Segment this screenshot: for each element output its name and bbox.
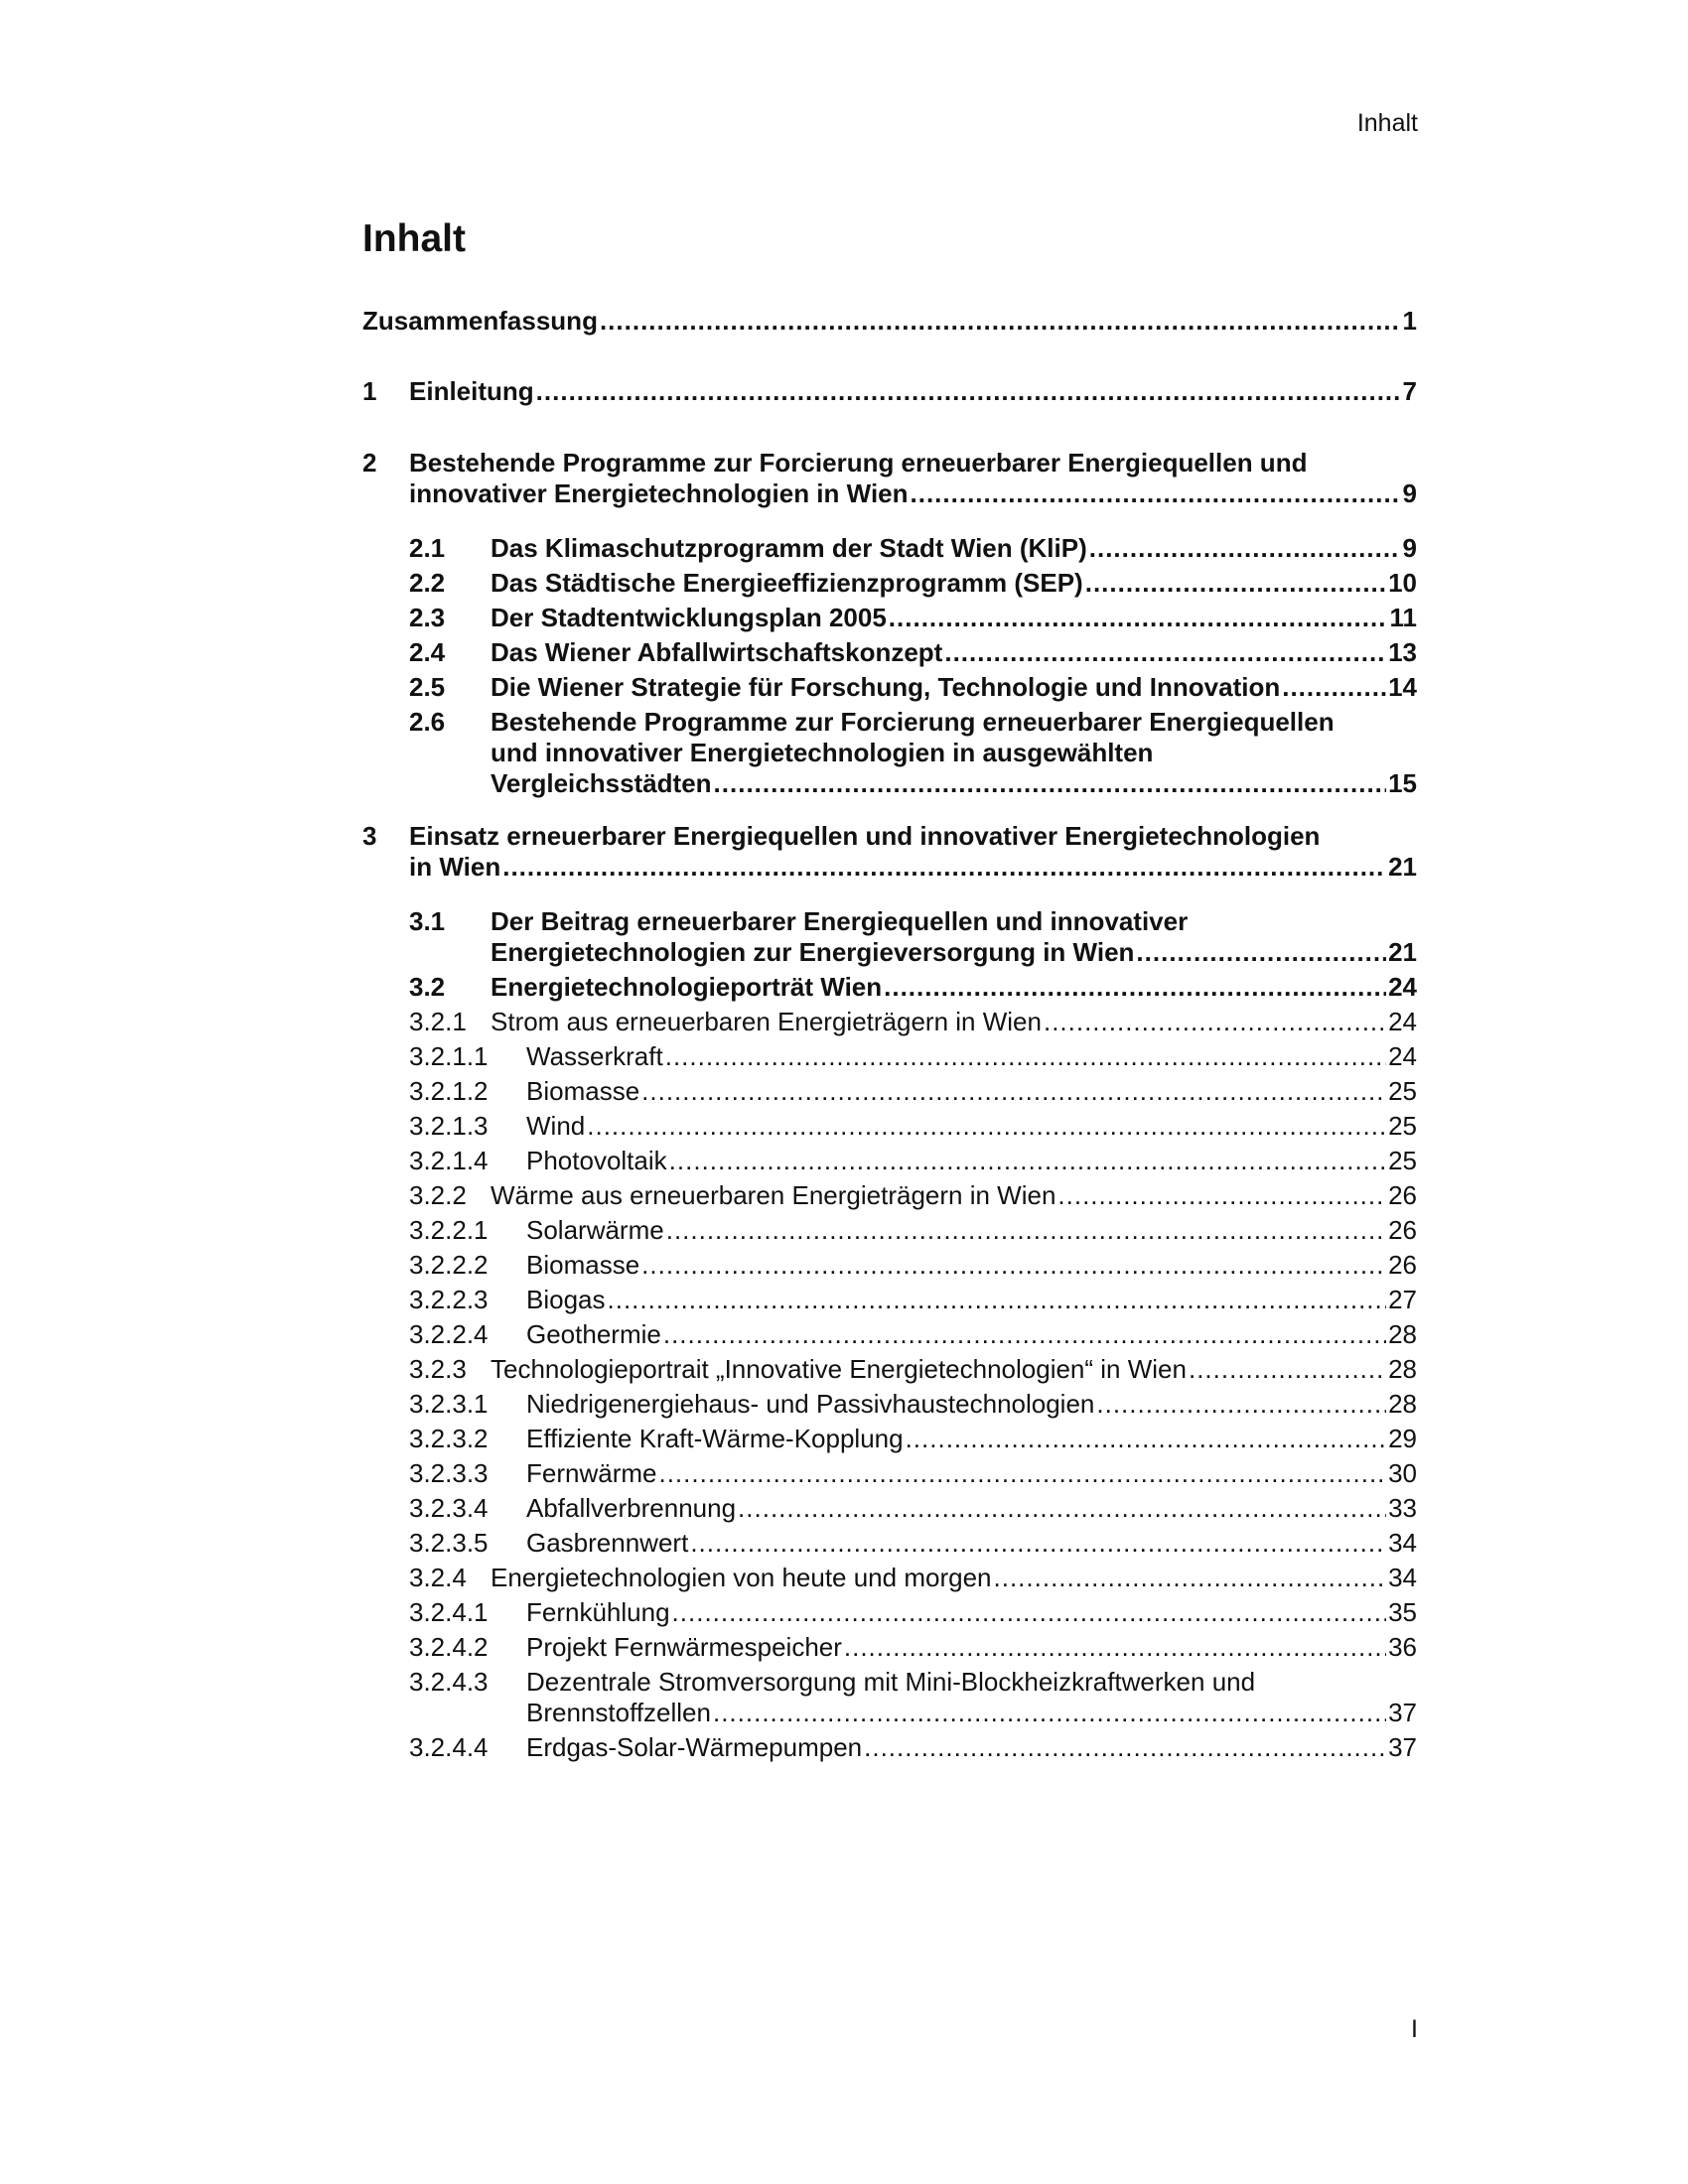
toc-entry-page: 1 xyxy=(1402,306,1417,336)
toc-entry-number: 1 xyxy=(362,376,377,406)
dot-leader xyxy=(536,376,1401,407)
dot-leader xyxy=(665,1041,1386,1072)
toc-entry-title: Biomasse xyxy=(526,1076,640,1106)
dot-leader xyxy=(911,478,1401,509)
table-of-contents xyxy=(362,302,1417,1763)
toc-entry[interactable] xyxy=(362,1424,1417,1454)
toc-entry[interactable] xyxy=(362,1597,1417,1628)
toc-entry-title: Strom aus erneuerbaren Energieträgern in Wien xyxy=(491,1007,1042,1036)
toc-entry-page: 9 xyxy=(1402,533,1417,563)
toc-entry[interactable] xyxy=(362,1215,1417,1246)
toc-entry-page: 24 xyxy=(1388,1041,1417,1071)
toc-entry-title: Energietechnologien von heute und morgen xyxy=(491,1563,992,1592)
toc-entry[interactable] xyxy=(362,972,1417,1003)
toc-entry-number: 3.2.2.2 xyxy=(409,1250,489,1280)
toc-entry[interactable] xyxy=(362,821,1417,883)
toc-entry-title-line: Der Beitrag erneuerbarer Energiequellen und innovativer xyxy=(491,906,1189,936)
toc-entry-title: Solarwärme xyxy=(526,1215,664,1245)
toc-entry[interactable] xyxy=(362,1285,1417,1315)
toc-entry-number: 3.2.2.3 xyxy=(409,1285,489,1314)
toc-entry-page: 10 xyxy=(1388,568,1417,598)
toc-entry-page: 28 xyxy=(1388,1354,1417,1384)
toc-entry-number: 3.2.2 xyxy=(409,1180,467,1210)
toc-entry-page: 25 xyxy=(1388,1146,1417,1175)
dot-leader xyxy=(844,1632,1386,1663)
toc-entry-number: 2.1 xyxy=(409,533,446,563)
toc-entry-page: 27 xyxy=(1388,1285,1417,1314)
dot-leader xyxy=(502,852,1386,883)
toc-entry-number: 3.2.3 xyxy=(409,1354,467,1384)
dot-leader xyxy=(864,1732,1386,1763)
toc-entry-title: Zusammenfassung xyxy=(362,306,598,336)
toc-entry-page: 28 xyxy=(1388,1389,1417,1419)
toc-entry[interactable] xyxy=(362,1458,1417,1489)
toc-entry[interactable] xyxy=(362,533,1417,564)
toc-entry-page: 15 xyxy=(1388,768,1417,798)
dot-leader xyxy=(690,1528,1386,1559)
toc-entry-title: Wind xyxy=(526,1111,586,1141)
dot-leader xyxy=(641,1250,1386,1281)
dot-leader xyxy=(663,1319,1386,1350)
dot-leader xyxy=(658,1458,1386,1489)
toc-entry-title: Brennstoffzellen xyxy=(526,1698,711,1727)
toc-entry-page: 7 xyxy=(1402,376,1417,406)
toc-entry-page: 36 xyxy=(1388,1632,1417,1662)
toc-entry[interactable] xyxy=(362,1493,1417,1524)
toc-entry-title-line: und innovativer Energietechnologien in ausgewählten xyxy=(491,738,1154,767)
toc-entry-title: Geothermie xyxy=(526,1319,661,1349)
toc-entry-title: Das Wiener Abfallwirtschaftskonzept xyxy=(491,637,943,667)
toc-entry-number: 3.2.4 xyxy=(409,1563,467,1592)
toc-entry-title: Wärme aus erneuerbaren Energieträgern in Wien xyxy=(491,1180,1056,1210)
toc-entry-page: 14 xyxy=(1388,672,1417,702)
toc-entry-number: 3.2.1.1 xyxy=(409,1041,489,1071)
toc-entry[interactable] xyxy=(362,1319,1417,1350)
toc-entry[interactable] xyxy=(362,1076,1417,1107)
toc-entry-page: 25 xyxy=(1388,1076,1417,1106)
dot-leader xyxy=(906,1424,1387,1454)
toc-entry[interactable] xyxy=(362,1632,1417,1663)
toc-entry[interactable] xyxy=(362,1667,1417,1728)
toc-entry-page: 21 xyxy=(1388,937,1417,967)
toc-entry[interactable] xyxy=(362,1007,1417,1037)
dot-leader xyxy=(1044,1007,1386,1037)
dot-leader xyxy=(738,1493,1386,1524)
toc-entry-number: 3.2.4.2 xyxy=(409,1632,489,1662)
toc-entry[interactable] xyxy=(362,672,1417,703)
dot-leader xyxy=(672,1597,1387,1628)
toc-entry-page: 33 xyxy=(1388,1493,1417,1523)
dot-leader xyxy=(714,768,1387,799)
toc-entry-title: Photovoltaik xyxy=(526,1146,667,1175)
toc-entry-number: 3.2.1.4 xyxy=(409,1146,489,1175)
toc-entry-number: 3 xyxy=(362,821,377,851)
toc-entry-title: Das Städtische Energieeffizienzprogramm (SEP) xyxy=(491,568,1083,598)
toc-entry-page: 37 xyxy=(1388,1732,1417,1762)
toc-entry[interactable] xyxy=(362,707,1417,799)
dot-leader xyxy=(669,1146,1386,1176)
toc-entry-title: Niedrigenergiehaus- und Passivhaustechnologien xyxy=(526,1389,1095,1419)
dot-leader xyxy=(1085,568,1386,599)
dot-leader xyxy=(944,637,1386,668)
toc-entry-page: 26 xyxy=(1388,1180,1417,1210)
toc-entry-number: 3.2.3.2 xyxy=(409,1424,489,1453)
toc-entry-number: 3.2.3.1 xyxy=(409,1389,489,1419)
toc-entry-title: Energietechnologieporträt Wien xyxy=(491,972,883,1002)
toc-entry-number: 3.2.1.2 xyxy=(409,1076,489,1106)
toc-entry[interactable] xyxy=(362,1146,1417,1176)
page-title: Inhalt xyxy=(362,217,466,260)
toc-entry-number: 3.2.2.4 xyxy=(409,1319,489,1349)
toc-entry[interactable] xyxy=(362,1732,1417,1763)
toc-entry-page: 26 xyxy=(1388,1250,1417,1280)
dot-leader xyxy=(1089,533,1401,564)
toc-entry-title: Die Wiener Strategie für Forschung, Technologie und Innovation xyxy=(491,672,1281,702)
toc-entry-number: 3.2.4.1 xyxy=(409,1597,489,1627)
toc-entry-page: 9 xyxy=(1402,478,1417,508)
toc-entry-title-line: Bestehende Programme zur Forcierung erneuerbarer Energiequellen xyxy=(491,707,1335,737)
toc-entry-number: 3.2.1.3 xyxy=(409,1111,489,1141)
toc-entry-number: 3.2.3.3 xyxy=(409,1458,489,1488)
toc-entry-title: Projekt Fernwärmespeicher xyxy=(526,1632,842,1662)
toc-entry-number: 2.3 xyxy=(409,603,446,632)
toc-entry[interactable] xyxy=(362,568,1417,599)
running-header: Inhalt xyxy=(1356,109,1418,137)
toc-entry-title: Der Stadtentwicklungsplan 2005 xyxy=(491,603,887,632)
toc-entry-title: Wasserkraft xyxy=(526,1041,663,1071)
toc-entry-page: 11 xyxy=(1389,603,1417,632)
toc-entry-page: 26 xyxy=(1388,1215,1417,1245)
toc-entry-title-line: Einsatz erneuerbarer Energiequellen und innovativer Energietechnologien xyxy=(409,821,1321,851)
toc-entry-number: 3.2 xyxy=(409,972,446,1002)
toc-entry-page: 24 xyxy=(1388,1007,1417,1036)
toc-entry-title: Erdgas-Solar-Wärmepumpen xyxy=(526,1732,863,1762)
toc-entry-number: 2.6 xyxy=(409,707,446,737)
toc-entry-page: 21 xyxy=(1388,852,1417,882)
dot-leader xyxy=(713,1698,1386,1728)
toc-entry[interactable] xyxy=(362,603,1417,633)
toc-entry-title: innovativer Energietechnologien in Wien xyxy=(409,478,909,508)
toc-entry-page: 34 xyxy=(1388,1528,1417,1558)
toc-entry[interactable] xyxy=(362,1354,1417,1385)
toc-entry-title: in Wien xyxy=(409,852,501,882)
toc-entry-number: 3.2.4.4 xyxy=(409,1732,489,1762)
toc-entry-page: 29 xyxy=(1388,1424,1417,1453)
toc-entry-number: 2 xyxy=(362,448,377,478)
toc-entry-title: Einleitung xyxy=(409,376,534,406)
dot-leader xyxy=(641,1076,1386,1107)
toc-entry-page: 28 xyxy=(1388,1319,1417,1349)
toc-entry-title: Effiziente Kraft-Wärme-Kopplung xyxy=(526,1424,904,1453)
toc-entry-title: Biogas xyxy=(526,1285,606,1314)
toc-entry-number: 3.2.4.3 xyxy=(409,1667,489,1697)
toc-entry-title: Fernkühlung xyxy=(526,1597,670,1627)
dot-leader xyxy=(608,1285,1387,1315)
dot-leader xyxy=(1189,1354,1386,1385)
toc-entry-title: Abfallverbrennung xyxy=(526,1493,737,1523)
dot-leader xyxy=(1057,1180,1386,1211)
toc-entry[interactable] xyxy=(362,376,1417,407)
toc-entry-number: 3.2.3.4 xyxy=(409,1493,489,1523)
toc-entry-title: Vergleichsstädten xyxy=(491,768,712,798)
toc-entry-title-line: Dezentrale Stromversorgung mit Mini-Blockheizkraftwerken und xyxy=(526,1667,1256,1697)
dot-leader xyxy=(600,306,1401,337)
toc-entry[interactable] xyxy=(362,1041,1417,1072)
toc-entry-title-line: Bestehende Programme zur Forcierung erneuerbarer Energiequellen und xyxy=(409,448,1308,478)
dot-leader xyxy=(994,1563,1387,1593)
toc-entry[interactable] xyxy=(362,906,1417,968)
toc-entry[interactable] xyxy=(362,1563,1417,1593)
dot-leader xyxy=(884,972,1386,1003)
dot-leader xyxy=(1282,672,1386,703)
toc-entry-page: 25 xyxy=(1388,1111,1417,1141)
toc-entry[interactable] xyxy=(362,1528,1417,1559)
toc-entry-number: 3.2.2.1 xyxy=(409,1215,489,1245)
dot-leader xyxy=(1136,937,1386,968)
toc-entry[interactable] xyxy=(362,448,1417,509)
toc-entry-title: Fernwärme xyxy=(526,1458,657,1488)
toc-entry-number: 3.1 xyxy=(409,906,446,936)
toc-entry-page: 35 xyxy=(1388,1597,1417,1627)
dot-leader xyxy=(666,1215,1386,1246)
page-number: I xyxy=(1411,2015,1418,2043)
toc-entry-page: 24 xyxy=(1388,972,1417,1002)
toc-entry-number: 3.2.3.5 xyxy=(409,1528,489,1558)
toc-entry-page: 30 xyxy=(1388,1458,1417,1488)
toc-entry-title: Energietechnologien zur Energieversorgung in Wien xyxy=(491,937,1135,967)
dot-leader xyxy=(587,1111,1386,1142)
dot-leader xyxy=(1096,1389,1386,1420)
toc-entry[interactable] xyxy=(362,637,1417,668)
toc-entry-page: 13 xyxy=(1388,637,1417,667)
toc-entry-title: Das Klimaschutzprogramm der Stadt Wien (KliP) xyxy=(491,533,1087,563)
toc-entry[interactable] xyxy=(362,306,1417,337)
toc-entry-page: 34 xyxy=(1388,1563,1417,1592)
toc-entry[interactable] xyxy=(362,1180,1417,1211)
toc-entry-number: 2.2 xyxy=(409,568,446,598)
toc-entry-title: Biomasse xyxy=(526,1250,640,1280)
toc-entry-title: Gasbrennwert xyxy=(526,1528,689,1558)
dot-leader xyxy=(889,603,1388,633)
toc-entry-number: 3.2.1 xyxy=(409,1007,467,1036)
toc-entry-title: Technologieportrait „Innovative Energietechnologien“ in Wien xyxy=(491,1354,1187,1384)
toc-entry[interactable] xyxy=(362,1250,1417,1281)
toc-entry[interactable] xyxy=(362,1111,1417,1142)
toc-entry-number: 2.5 xyxy=(409,672,446,702)
toc-entry[interactable] xyxy=(362,1389,1417,1420)
toc-entry-number: 2.4 xyxy=(409,637,446,667)
toc-entry-page: 37 xyxy=(1388,1698,1417,1727)
